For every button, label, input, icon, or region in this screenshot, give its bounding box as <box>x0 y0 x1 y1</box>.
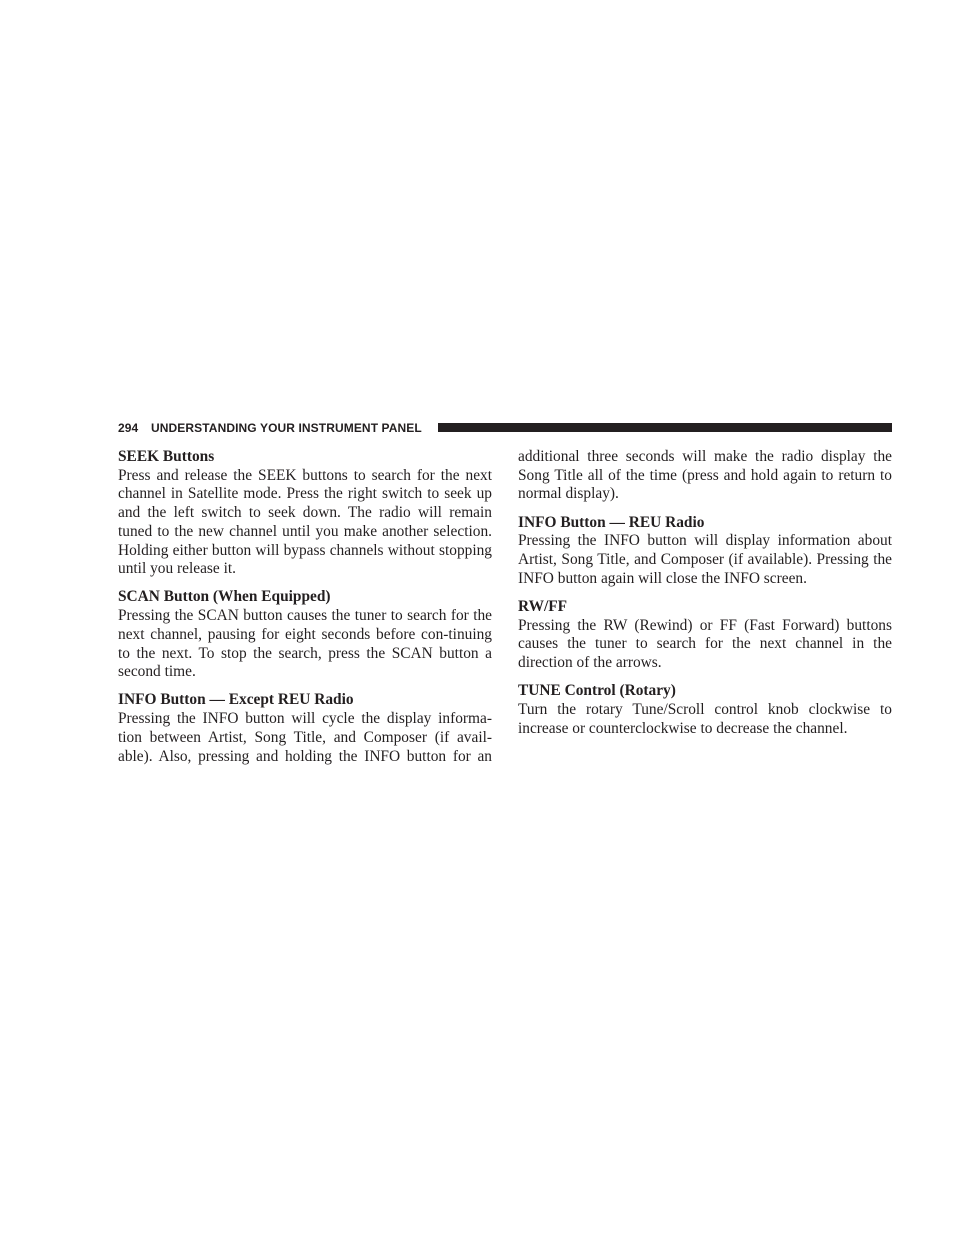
section-body: Press and release the SEEK buttons to search for the next channel in Satellite mode. Press the right switch to seek up and the left switch to seek down. The radio will remain tuned to the new channel until you make another selection. Holding either button will bypass channels without stopping until you release it. <box>118 466 492 578</box>
section-heading: INFO Button — Except REU Radio <box>118 691 354 709</box>
section-body: Pressing the RW (Rewind) or FF (Fast Forward) buttons causes the tuner to search for the next channel in the direction of the arrows. <box>518 616 892 672</box>
section-heading: INFO Button — REU Radio <box>518 513 705 531</box>
section-heading: SCAN Button (When Equipped) <box>118 588 331 606</box>
section-info-button-except-reu <box>118 691 492 766</box>
section-body: additional three seconds will make the radio display the Song Title all of the time (press and hold again to return to normal display). <box>518 448 892 503</box>
page-header <box>118 420 892 436</box>
section-body: Pressing the SCAN button causes the tuner to search for the next channel, pausing for eight seconds before con-tinuing to the next. To stop the search, press the SCAN button a second time. <box>118 607 492 681</box>
section-body: Pressing the INFO button will cycle the display informa-tion between Artist, Song Title, and Composer (if avail-able). Also, pressing and holding the INFO button for an <box>118 710 492 765</box>
section-heading: TUNE Control (Rotary) <box>518 682 676 700</box>
section-heading: RW/FF <box>518 597 568 615</box>
left-column <box>118 448 492 776</box>
section-title: UNDERSTANDING YOUR INSTRUMENT PANEL <box>151 421 422 435</box>
page-number: 294 <box>118 421 139 435</box>
section-body: Turn the rotary Tune/Scroll control knob clockwise to increase or counterclockwise to decrease the channel. <box>518 700 892 737</box>
section-rw-ff <box>518 598 892 673</box>
right-column <box>518 448 892 748</box>
header-rule <box>438 423 892 432</box>
section-body: Pressing the INFO button will display information about Artist, Song Title, and Composer (if available). Pressing the INFO button again will close the INFO screen. <box>518 532 892 587</box>
section-tune-control <box>518 682 892 738</box>
section-scan-button <box>118 588 492 682</box>
section-info-continued <box>518 448 892 504</box>
section-info-button-reu <box>518 514 892 589</box>
section-seek-buttons <box>118 448 492 579</box>
section-heading: SEEK Buttons <box>118 448 215 465</box>
